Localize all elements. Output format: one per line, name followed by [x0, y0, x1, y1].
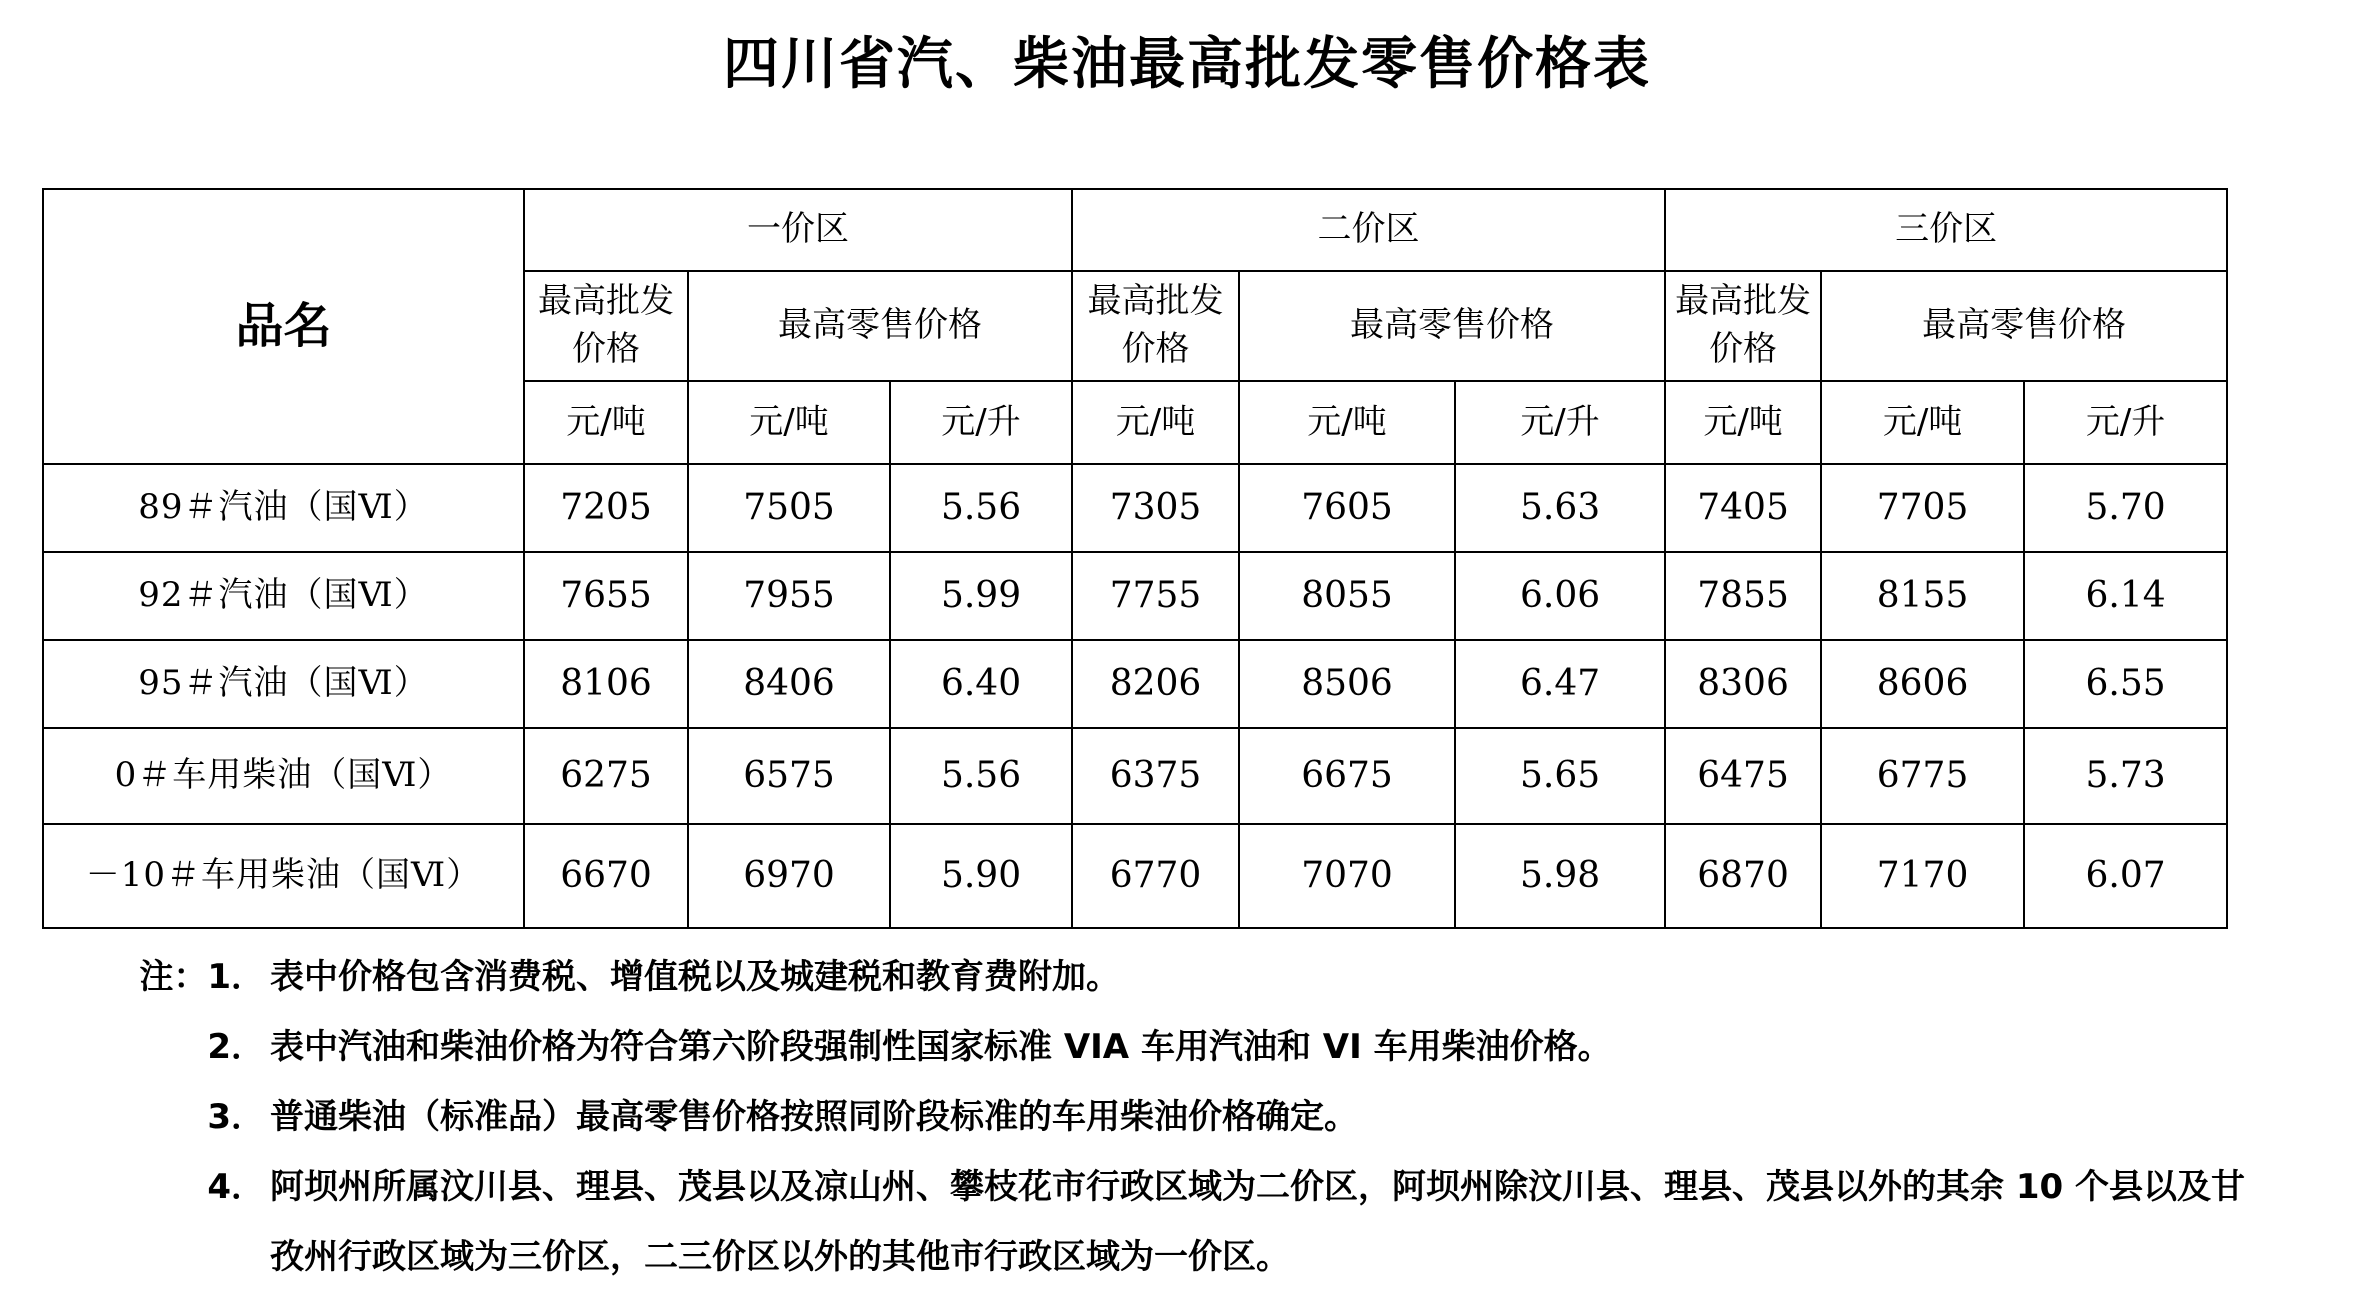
price-cell: 8406 [688, 640, 890, 728]
price-cell: 7655 [524, 552, 688, 640]
table-row [43, 640, 2227, 728]
price-cell: 5.56 [890, 464, 1072, 552]
price-cell: 6575 [688, 728, 890, 824]
price-cell: 7205 [524, 464, 688, 552]
price-cell: 6.07 [2024, 824, 2227, 928]
price-cell: 8206 [1072, 640, 1239, 728]
price-cell: 5.98 [1455, 824, 1665, 928]
price-cell: 6870 [1665, 824, 1821, 928]
price-cell: 6.47 [1455, 640, 1665, 728]
price-cell: 8106 [524, 640, 688, 728]
note-item [120, 1152, 2270, 1292]
price-cell: 6.55 [2024, 640, 2227, 728]
unit-cell: 元/吨 [1665, 381, 1821, 464]
retail-header-zone-3: 最高零售价格 [1821, 271, 2227, 381]
note-text: 普通柴油（标准品）最高零售价格按照同阶段标准的车用柴油价格确定。 [270, 1097, 1358, 1137]
note-number: 注：1． [139, 957, 265, 997]
price-cell: 7305 [1072, 464, 1239, 552]
note-number: 2． [207, 1027, 265, 1067]
notes-section [120, 942, 2270, 1292]
retail-header-zone-2: 最高零售价格 [1239, 271, 1665, 381]
price-cell: 6.40 [890, 640, 1072, 728]
unit-cell: 元/吨 [688, 381, 890, 464]
product-name: 92＃汽油（国Ⅵ） [43, 552, 524, 640]
note-item [120, 1082, 2270, 1152]
price-cell: 5.56 [890, 728, 1072, 824]
note-text: 阿坝州所属汶川县、理县、茂县以及凉山州、攀枝花市行政区域为二价区，阿坝州除汶川县、理县、茂县以外的其余 10 个县以及甘孜州行政区域为三价区，二三价区以外的其他市行政区域为一价区。 [270, 1167, 2245, 1277]
price-cell: 6475 [1665, 728, 1821, 824]
zone-header-2: 二价区 [1072, 189, 1665, 271]
price-cell: 8155 [1821, 552, 2024, 640]
price-cell: 7605 [1239, 464, 1455, 552]
price-cell: 6970 [688, 824, 890, 928]
unit-cell: 元/升 [2024, 381, 2227, 464]
price-cell: 8306 [1665, 640, 1821, 728]
wholesale-header-zone-3: 最高批发价格 [1665, 271, 1821, 381]
price-cell: 5.65 [1455, 728, 1665, 824]
price-cell: 7170 [1821, 824, 2024, 928]
price-cell: 6275 [524, 728, 688, 824]
wholesale-header-zone-1: 最高批发价格 [524, 271, 688, 381]
price-cell: 8055 [1239, 552, 1455, 640]
price-cell: 6670 [524, 824, 688, 928]
unit-cell: 元/吨 [1072, 381, 1239, 464]
price-cell: 8506 [1239, 640, 1455, 728]
page-title: 四川省汽、柴油最高批发零售价格表 [723, 32, 1651, 97]
unit-cell: 元/吨 [1821, 381, 2024, 464]
note-number: 3． [207, 1097, 265, 1137]
price-cell: 7070 [1239, 824, 1455, 928]
price-cell: 7855 [1665, 552, 1821, 640]
price-cell: 7755 [1072, 552, 1239, 640]
zone-header-3: 三价区 [1665, 189, 2227, 271]
unit-cell: 元/升 [1455, 381, 1665, 464]
unit-cell: 元/升 [890, 381, 1072, 464]
price-cell: 6.06 [1455, 552, 1665, 640]
price-cell: 6775 [1821, 728, 2024, 824]
price-cell: 5.63 [1455, 464, 1665, 552]
unit-cell: 元/吨 [524, 381, 688, 464]
note-item [120, 942, 2270, 1012]
table-row [43, 728, 2227, 824]
note-text: 表中价格包含消费税、增值税以及城建税和教育费附加。 [270, 957, 1120, 997]
table-row [43, 824, 2227, 928]
price-cell: 6375 [1072, 728, 1239, 824]
price-cell: 6675 [1239, 728, 1455, 824]
price-cell: 8606 [1821, 640, 2024, 728]
price-cell: 7405 [1665, 464, 1821, 552]
price-cell: 5.90 [890, 824, 1072, 928]
wholesale-header-zone-2: 最高批发价格 [1072, 271, 1239, 381]
price-cell: 7705 [1821, 464, 2024, 552]
table-row [43, 552, 2227, 640]
zone-header-1: 一价区 [524, 189, 1072, 271]
note-number: 4． [207, 1167, 265, 1207]
price-cell: 6.14 [2024, 552, 2227, 640]
price-cell: 6770 [1072, 824, 1239, 928]
price-cell: 7505 [688, 464, 890, 552]
price-table [42, 188, 2228, 929]
unit-cell: 元/吨 [1239, 381, 1455, 464]
retail-header-zone-1: 最高零售价格 [688, 271, 1072, 381]
product-name: 95＃汽油（国Ⅵ） [43, 640, 524, 728]
product-name: －10＃车用柴油（国Ⅵ） [43, 824, 524, 928]
price-cell: 5.99 [890, 552, 1072, 640]
product-name-header: 品名 [43, 189, 524, 464]
product-name: 0＃车用柴油（国Ⅵ） [43, 728, 524, 824]
price-cell: 5.73 [2024, 728, 2227, 824]
note-text: 表中汽油和柴油价格为符合第六阶段强制性国家标准 VIA 车用汽油和 VI 车用柴油价格。 [270, 1027, 1612, 1067]
note-item [120, 1012, 2270, 1082]
table-row [43, 464, 2227, 552]
price-cell: 5.70 [2024, 464, 2227, 552]
price-cell: 7955 [688, 552, 890, 640]
product-name: 89＃汽油（国Ⅵ） [43, 464, 524, 552]
